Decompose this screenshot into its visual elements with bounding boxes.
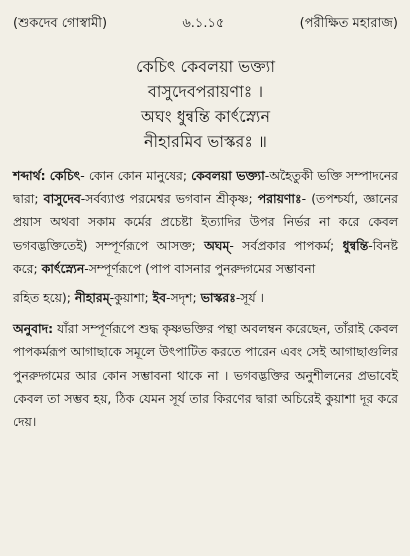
synonyms-continuation bbox=[13, 286, 398, 309]
header-speaker: (শুকদেব গোস্বামী) bbox=[13, 15, 108, 31]
translation-text: যাঁরা সম্পূর্ণরূপে শুদ্ধ কৃষ্ণভক্তির পন্থা অবলম্বন করেছেন, তাঁরাই কেবল পাপকর্মরূপ আগাছাকে সমূলে উৎপাটিত করতে পারেন এবং সেই আগাছাগুলির পুনরুদ্গমের আর কোন সম্ভাবনা থাকে না । ভগবদ্ভক্তির অনুশীলনের প্রভাবেই কেবল তা সম্ভব হয়, ঠিক যেমন সূর্য তার কিরণের দ্বারা অচিরেই কুয়াশা দূর করে দেয়। bbox=[13, 321, 398, 430]
header-listener: (পরীক্ষিত মহারাজ) bbox=[299, 15, 398, 31]
synonym-meaning: -বিনষ্ট করে; bbox=[13, 237, 398, 276]
synonym-meaning: - সর্বপ্রকার পাপকর্ম; bbox=[229, 237, 343, 253]
translation-label: অনুবাদ: bbox=[13, 321, 54, 337]
synonym-term: ইব bbox=[152, 290, 167, 306]
synonym-term: কেবলয়া ভক্ত্যা bbox=[191, 168, 265, 183]
verse-line-2: বাসুদেবপরায়ণাঃ । bbox=[147, 82, 264, 101]
synonyms-paragraph bbox=[13, 164, 398, 280]
page-header bbox=[13, 12, 398, 36]
verse-line-1: কেচিৎ কেবলয়া ভক্ত্যা bbox=[136, 57, 275, 76]
translation-paragraph bbox=[13, 317, 398, 433]
synonym-meaning: - (তপশ্চর্যা, জ্ঞানের প্রয়াস অথবা সকাম কর্মের প্রচেষ্টা ইত্যাদির উপর নির্ভর না করে কেবল ভগবদ্ভক্তিতেই) সম্পূর্ণরূপে আসক্ত; bbox=[13, 191, 398, 253]
header-verse-number: ৬.১.১৫ bbox=[182, 15, 225, 31]
synonym-meaning: -কুয়াশা; bbox=[109, 290, 153, 306]
synonym-term: নীহারম্ bbox=[74, 290, 110, 306]
verse-line-4: নীহারমিব ভাস্করঃ ॥ bbox=[144, 132, 267, 151]
synonym-term: ধুন্বন্তি bbox=[342, 237, 369, 253]
synonym-term: কেচিৎ bbox=[49, 168, 81, 183]
synonym-meaning: -অহৈতুকী ভক্তি সম্পাদনের দ্বারা; bbox=[13, 168, 398, 207]
synonyms-label: শব্দার্থ: bbox=[13, 168, 46, 183]
synonym-meaning: রহিত হয়ে); bbox=[13, 290, 75, 306]
synonym-term: বাসুদেব bbox=[43, 191, 81, 207]
synonym-term: অঘম্ bbox=[204, 237, 230, 253]
sanskrit-verse bbox=[13, 54, 398, 154]
synonym-meaning: - কোন কোন মানুষের; bbox=[80, 168, 192, 183]
synonym-meaning: -সূর্য । bbox=[235, 290, 264, 306]
synonym-term: ভাস্করঃ bbox=[200, 290, 236, 306]
synonym-meaning: -সদৃশ; bbox=[166, 290, 201, 306]
synonym-term: কার্ৎস্ন্যেন bbox=[41, 260, 85, 276]
synonym-term: পরায়ণাঃ bbox=[257, 191, 302, 207]
synonym-meaning: -সর্বব্যাপ্ত পরমেশ্বর ভগবান শ্রীকৃষ্ণ; bbox=[80, 191, 258, 207]
synonym-meaning: -সম্পূর্ণরূপে (পাপ বাসনার পুনরুদ্গমের সম্ভাবনা bbox=[84, 260, 316, 276]
verse-line-3: অঘং ধুন্বন্তি কার্ৎস্ন্যেন bbox=[141, 107, 270, 126]
